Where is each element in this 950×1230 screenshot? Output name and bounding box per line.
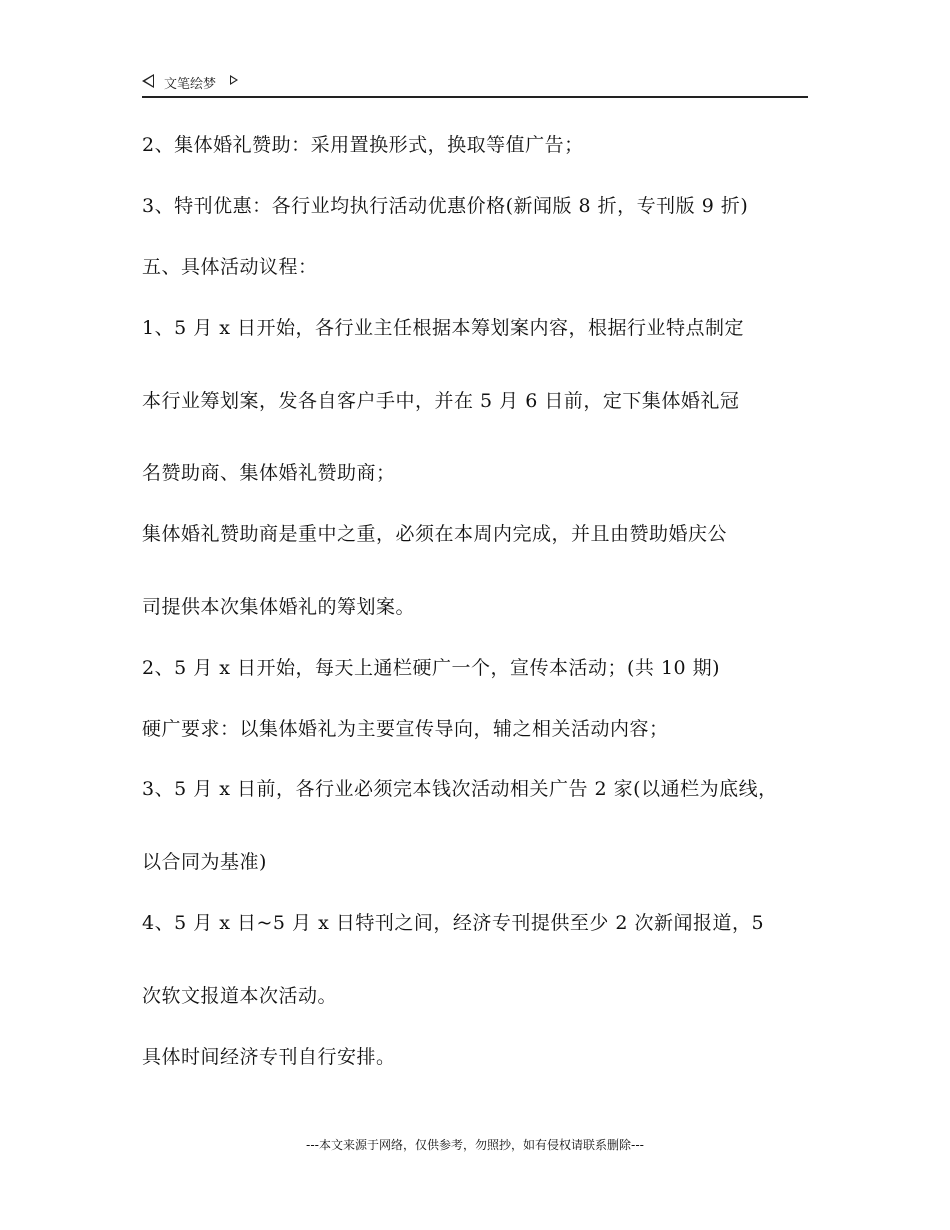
text-line: 以合同为基准) — [142, 851, 267, 873]
text-line: 3、5 月 x 日前，各行业必须完本钱次活动相关广告 2 家(以通栏为底线， — [142, 778, 778, 800]
text-line: 硬广要求：以集体婚礼为主要宣传导向，辅之相关活动内容； — [142, 718, 669, 740]
section-heading: 五、具体活动议程： — [142, 256, 318, 278]
left-triangle-icon — [142, 74, 154, 88]
text-line: 次软文报道本次活动。 — [142, 985, 338, 1007]
right-triangle-icon — [230, 75, 238, 85]
text-line: 2、集体婚礼赞助：采用置换形式，换取等值广告； — [142, 134, 584, 156]
text-line: 本行业筹划案，发各自客户手中，并在 5 月 6 日前，定下集体婚礼冠 — [142, 390, 740, 412]
header-brand: 文笔绘梦 — [164, 77, 217, 92]
text-line: 2、5 月 x 日开始，每天上通栏硬广一个，宣传本活动；(共 10 期) — [142, 657, 721, 679]
text-line: 3、特刊优惠：各行业均执行活动优惠价格(新闻版 8 折，专刊版 9 折) — [142, 195, 749, 217]
text-line: 司提供本次集体婚礼的筹划案。 — [142, 596, 416, 618]
page-header — [142, 72, 808, 98]
page-footer: ---本文来源于网络，仅供参考，勿照抄，如有侵权请联系删除--- — [306, 1138, 644, 1152]
text-line: 集体婚礼赞助商是重中之重，必须在本周内完成，并且由赞助婚庆公 — [142, 523, 728, 545]
text-line: 4、5 月 x 日~5 月 x 日特刊之间，经济专刊提供至少 2 次新闻报道，5 — [142, 912, 765, 934]
text-line: 名赞助商、集体婚礼赞助商； — [142, 462, 396, 484]
text-line: 具体时间经济专刊自行安排。 — [142, 1046, 396, 1068]
text-line: 1、5 月 x 日开始，各行业主任根据本筹划案内容，根据行业特点制定 — [142, 317, 745, 339]
